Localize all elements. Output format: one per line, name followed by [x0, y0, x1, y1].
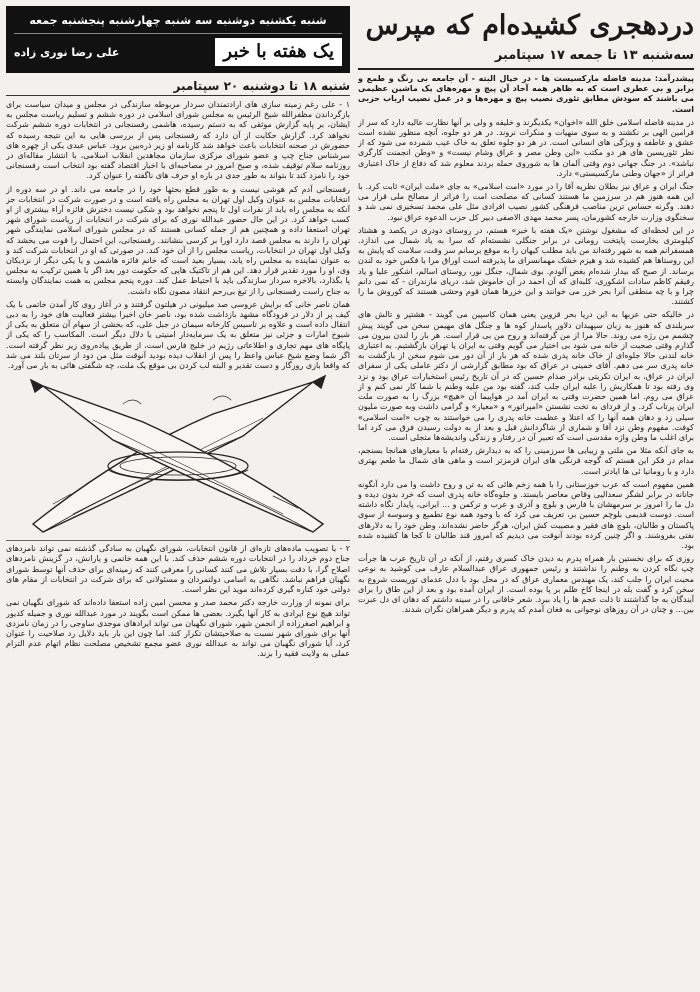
article-paragraph: روزی که برای نخستین بار همراه پدرم به دیدن خاک کسری رفتم، از آنکه در آن تاریخ عرب ها جرأت چپ نگاه کردن به وطنم را نداشتند و رئیس جمهوری عراق عبدالسلام عارف می کوشید به نوعی محبت ایران را جلب کند، یک مهندس معماری عراق که در محل بود با ددل عدمای توریست شروع به سخن کرد و گفت بله در اینجا کاخ ظلم بر پا بوده است. از ایران آمده بود و بعد از این طاق را برای آیندگان به جا گذاشتند تا ذلت عجم ها را یاد ببرد. شعر خاقانی را در سینه داشتم که دهان ای دل عبرت بین... و چنان در آن روزهای نوجوانی به فغان آمدم که پدرم و دیگر همراهان نگران شدند. — [358, 554, 694, 615]
left-column — [6, 6, 350, 988]
article-paragraph: همین مفهوم است که عرب خوزستانی را با همه زخم هائی که به تن و روح داشت وا می دارد آنگونه جانانه در برابر لشگر سعدالیی وقاص معاصر بایستد. و جلوه‌گاه خانه پدری است که خرد بدون دیده و دل ما را امروز بر سرمهشان با فارس و بلوچ و آذری و عرب و ترکمن و ... ایرانی، پایدار نگاه داشته است. دوست قدیمی بلوچم حسین بر، تعریف می کرد که با وجود همه نوع تطمیع و وسوسه از سوی پاکستان و طالبان، بلوچ های فقیر و مصیبت کش ایران، هرگز حاضر نشده‌اند، وطن خود را به دلارهای نفتی بفروشند. و اگر چنین کرده بودند آنوقت می دیدیم که امروز قند طالبان تا کجا ها کشیده شده بود. — [358, 479, 694, 550]
article-paragraph: پیشدرآمد: مدینه فاضله مارکسیست ها - در خیال البته - آن جامعه بی رنگ و طمع و برابر و بی عطری است که به ظاهر همه آحاد آن پیچ و مهره‌های یک ماشین عظیمی می باشند که سودش مطابق تئوری نصیب پیچ و مهره‌ها و در عمل نصیب ارباب حزبی است. — [358, 74, 694, 114]
column-title: یک هفته با خبر — [215, 38, 342, 66]
author-name: علی رضا نوری زاده — [14, 45, 120, 59]
left-dateline: شنبه ۱۸ تا دوشنبه ۲۰ سپتامبر — [6, 77, 350, 96]
column-header — [6, 6, 350, 73]
main-headline: دردهجری کشیده‌ام که مپرس — [365, 10, 694, 41]
article-paragraph: برای نمونه از وزارت خارجه دکتر محمد صدر و محسن امین زاده استعفا داده‌اند که شورای نگهبان نمی تواند هیچ نوع ایرادی به کار آنها بگیرد. بعضی ها ممکن است بگویند در مورد عبدالله نوری و جمیله کدیور و ابراهیم اصغرزاده از انجمن شهر، شورای نگهبان می تواند ایرادهای موجدی ساوجی را در زمان نامزدی آنها برای شورای شهر نسبت به صلاحیتشان تکرار کند. اما چون این بار باید دلایل رد صلاحیت را عنوان کرد، آیا شورای نگهبان می تواند به عبدالله نوری عضو مجمع تشخیص مصلحت نظام اتهام عدم التزام عملی به ولایت فقیه را بزند. — [6, 598, 350, 659]
article-paragraph: به جای آنکه مثلا من ملتی و زیبایی ها سرزمینی را که به دیدارش رفته‌ام با معیارهای همانجا بسنجم، مدام در فکر این هستم که گوجه فرنگی های ایران قرمزتر است و ماهی های شمال ما طعم بهتری دارد و با رومانیا ئی ها ایادتر است. — [358, 446, 694, 476]
article-paragraph: در این لحظه‌ای که مشغول نوشتن «یک هفته با خبر» هستم، در روستای دودری در یکصد و هشتاد کیلومتری بخارست پایتخت رومانی در برابر جنگلی نشسته‌ام که سرا به یاد شمال می اندازد. همسفرانم همه به شهر رفته‌اند من باید مطلب کیهان را به موقع برسانم سر وقت، سلامت که پایش به این روستاها هم کشیده شد و هیزم خشک مهمانسرای ما پذیرفته است اوراق مرا با فکس خود به لندن برساند. از صبح که بیدار شده‌ام بغض آلودم. بوی شمال، جنگل نور، روستای اسالم، اشکور علیا و یاد رفیقم کاظم سادات اشکوری، کلبه‌ای که آن احمد در آن خاموش شد، دریای مازندران - که نمی دانم چرا و با چه منطقی آنرا بحر خزر می خوانند و این خزرها همان قوم وحشی هستند که کوروش ما را کشتند. — [358, 225, 694, 307]
pen-nibs-illustration — [13, 374, 343, 536]
article-paragraph: در خالیکه حتی عربها به این دریا بحر قزوین یعنی همان کاسپین می گویند - هشتپر و تالش های سربلندی که هنوز به زبان سپهبدان دلاور پاسدار کوه ها و جنگل های مهیمن سخن می گویند پیش چشمم من رژه می روند. حالا مرا از من گرفته‌اند و روح من بی قرار است. هر بار را لندن بیرون می گذارم وقتی صحبت از خانه می شود بی اختیار می گویم وقتی به ایران یا تهران بازگشتیم. به اعتباری خانه لندنی حالا جلوه‌ای از خاک خانه پدری شده که هر بار از آن دور می شوم سخن از بازگشت به خانه پدری سر می دهم. آقای خمینی در عراق که بود مطابق گزارشی از دکتر عاملی یکی از سفرای ایران در عراق، به ایران تکریتی برادر صدام حسین که در آن تاریخ رئیس استخبارات عراق بود و نزد وی رفته بود تا همکاریش را علیه ایران جلب کند، گفته بود من علیه وطنم با شما کار نمی کنم و از عراق می روم. اما همین حضرت وقتی به ایران آمد در هواپیما آن «هیچ» بزرگ را به صورت ملت ایران پرتاب کرد. و از فردای به تخت نشستن «امپراتور» و «معیار» و گرامی داشت وبه صورت ملیون سیلی زد و دهان همه آنها را که اعتلا و عظمت خانه پدری را می خواستند به چوب «امت اسلامی» کوفت. مفهوم وطن نزد آقا و شماری از شاگردانش قبل و بعد از به دولت رسیدن فرق می کرد اما برای اغلب ما وطن واژه مقدسی است که تعبیر آن در رفتار و زندگی واندیشه‌ها متجلی است. — [358, 310, 694, 442]
article-paragraph: ۱ - علی رغم زمینه سازی های ارادتمندان سردار مربوطه سازندگی در مجلس و میدان سیاست برای بازگرداندن مظفرالله شیخ الرئیس به مجلس شورای اسلامی در دوره ششم و تسلیم ریاست مجلس به ایشان، بر پایه گزارش موثقی که به دستم رسیده، هاشمی رفسنجانی در انتخابات دوره ششم شرکت نخواهد کرد. گزارش حکایت از آن دارد که رفسنجانی پس از بررسی هایی به این نتیجه رسیده که حضورش در صحنه انتخابات باعث خواهد شد کارنامه او زیر ذره‌بین برود. عباس عبدی یکی از چهره های سرشناس جناح چپ و عضو شورای مرکزی سازمان مجاهدین انقلاب اسلامی، با انتشار مقاله‌ای در روزنامه سلام توقیف شده، و صبح امروز در مصاحبه‌ای با اخبار اقتصاد گفته بود انتخاب است رفسنجانی خود را نامزد کند تا بتواند به طور جدی در باره او حرف های ناگفته را عنوان کرد. — [6, 100, 350, 181]
weekdays-strip: شنبه یکشنبه دوشنبه سه شنبه چهارشنبه پنجشنبه جمعه — [14, 12, 342, 34]
article-paragraph: ۲ - با تصویب ماده‌های تازه‌ای از قانون انتخابات، شورای نگهبان به سادگی گذشته نمی تواند نامزدهای جناح دوم خرداد را در انتخابات دوره ششم حذف کند. با این همه خاتمی و یارانش، در گزینش نامزدهای اصلاح گرا، با دقت بسیار تلاش می کنند کسانی را معرفی کنند که زمینه‌ای برای حذف آنها توسط شورای نگهبان فراهم نباشد. نگاهی به اسامی دولتمردان و مسئولانی که برای شرکت در انتخابات از مقام های دولتی خود کناره گیری کرده‌اند موید این نظر است. — [6, 544, 350, 595]
brand-row — [14, 38, 342, 66]
article-paragraph: جنگ ایران و عراق نیز بطلان نظریه آقا را در مورد «امت اسلامی» به جای «ملت ایران» ثابت کرد. با این همه هنوز هم در سرزمین ما هستند کسانی که مصلحت امت را فراتر از مصالح ملی قرار می دهند. وگرنه حساس ترین مناصب فرهنگی کشور نصیب افرادی مثل علی محمد تسخیری نمی شد و سخنگوی وزارت خارجه کشورمان، پسر محمد مهدی الاصفی دبیر کل حزب الدعوه عراق نبود. — [358, 182, 694, 222]
right-column — [358, 6, 694, 988]
right-dateline: سه‌شنبه ۱۳ تا جمعه ۱۷ سپتامبر — [358, 46, 694, 70]
section-divider — [6, 540, 350, 541]
article-paragraph: همان ناصر خانی که برایش عروسی صد میلیونی در هیلتون گرفتند و در آغاز روی کار آمدن خاتمی با یک کیف پر از دلار در فرودگاه مشهد بازداشت شده بود، ناصر خان اخیرا بیشتر فعالیت های خود را به دبی انتقال داده است و علاوه بر تاسیس کارخانه سیمان در جبل علی، که بخشی از سهام آن متعلق به یکی از شیوخ امارات و جزئی نیز متعلق به یک سرمایه‌دار امنیتی یا دلال دیگر است. المکاسب را که یکی از پایگاه های مهم تجاری و اطلاعاتی رژیم در خلیج فارس است، از طریق پیاده‌روی زیر نظر گرفته است. اگر شما وضع شیخ عباس واعظ را پس از انقلاب دیده بودید آنوقت مثل من دود از سرتان بلند می شد که واقعا بازی روزگار و دست تقدیر و البته لب کردن بی موقع یک ملت، چه شگفتی هائی به بار می آورد. — [6, 299, 350, 371]
article-paragraph: رفسنجانی آدم کم هوشی نیست و به طور قطع بحثها خود را در جامعه می داند. او در سه دوره از انتخابات مجلس به عنوان وکیل اول تهران به مجلس راه یافته است و در صورت شرکت در انتخابات جز آنکه به مجلس راه یابد از نفرات اول تا پنجم نخواهد بود و شکی نیست دخترش فائزه آراء بیشتری از او کسب خواهد کرد. در این حال حضور عبدالله نوری که برای شرکت در انتخابات از ریاست شورای شهر تهران استعفا داده و همچنین هم از جمله کسانی هستند که در مجلس شورای اسلامی نمایندگی شهر تهران را دارند به مجلس قصد دارد اورا بر کرسی بنشانند. رفسنجانی، این احتمال را قوت می بخشد که وکیل اول تهران در انتخابات، ریاست مجلس را از آن خود کند. در صورتی که او در انتخابات شرکت کند و به عنوان نماینده به مجلس راه یابد، بسیار بعید است که خانم فائزه هاشمی و یا یکی دیگر از نزدیکان وی، او را مورد تقدیر قرار دهد. این هم از تاکتیک هایی که حکومت دور بعد اگر با همین ترکیب به مجلس پا بگذارد، بالاخره سردار سازندگی باید با احتیاط عمل کند. دوره پنجم مجلس به همت نمایندگان وابسته به جناح راست رفسنجانی را از تیغ بی‌رحم انتقاد مصون نگاه داشت. — [6, 184, 350, 296]
article-paragraph: در مدینه فاضله اسلامی خلق الله «اخوان» یکدیگرند و خلیفه و ولی بر آنها نظارت عالیه دارد که سر از فرامین الهی بر نکشند و به سوی منهیات و منکرات نروند. در هر دو جلوه، آنچه منظور نشده است عشق و عاطفه و ویژگی های انسانی است. در هر دو جلوه تعلق به خاک عیب شمرده می شود که از نظر تئوریسین های هر دو مکتب «این وطن مصر و عراق وشام نیست» و «وطن انجمنت کارگری نباشد». در جنگ جهانی دوم وقتی آلمان ها به شوروی حمله بردند معلوم شد که دفاع از خاک اعتباری فراتر از «جهان وطنی مارکسیستی» دارد. — [358, 117, 694, 178]
